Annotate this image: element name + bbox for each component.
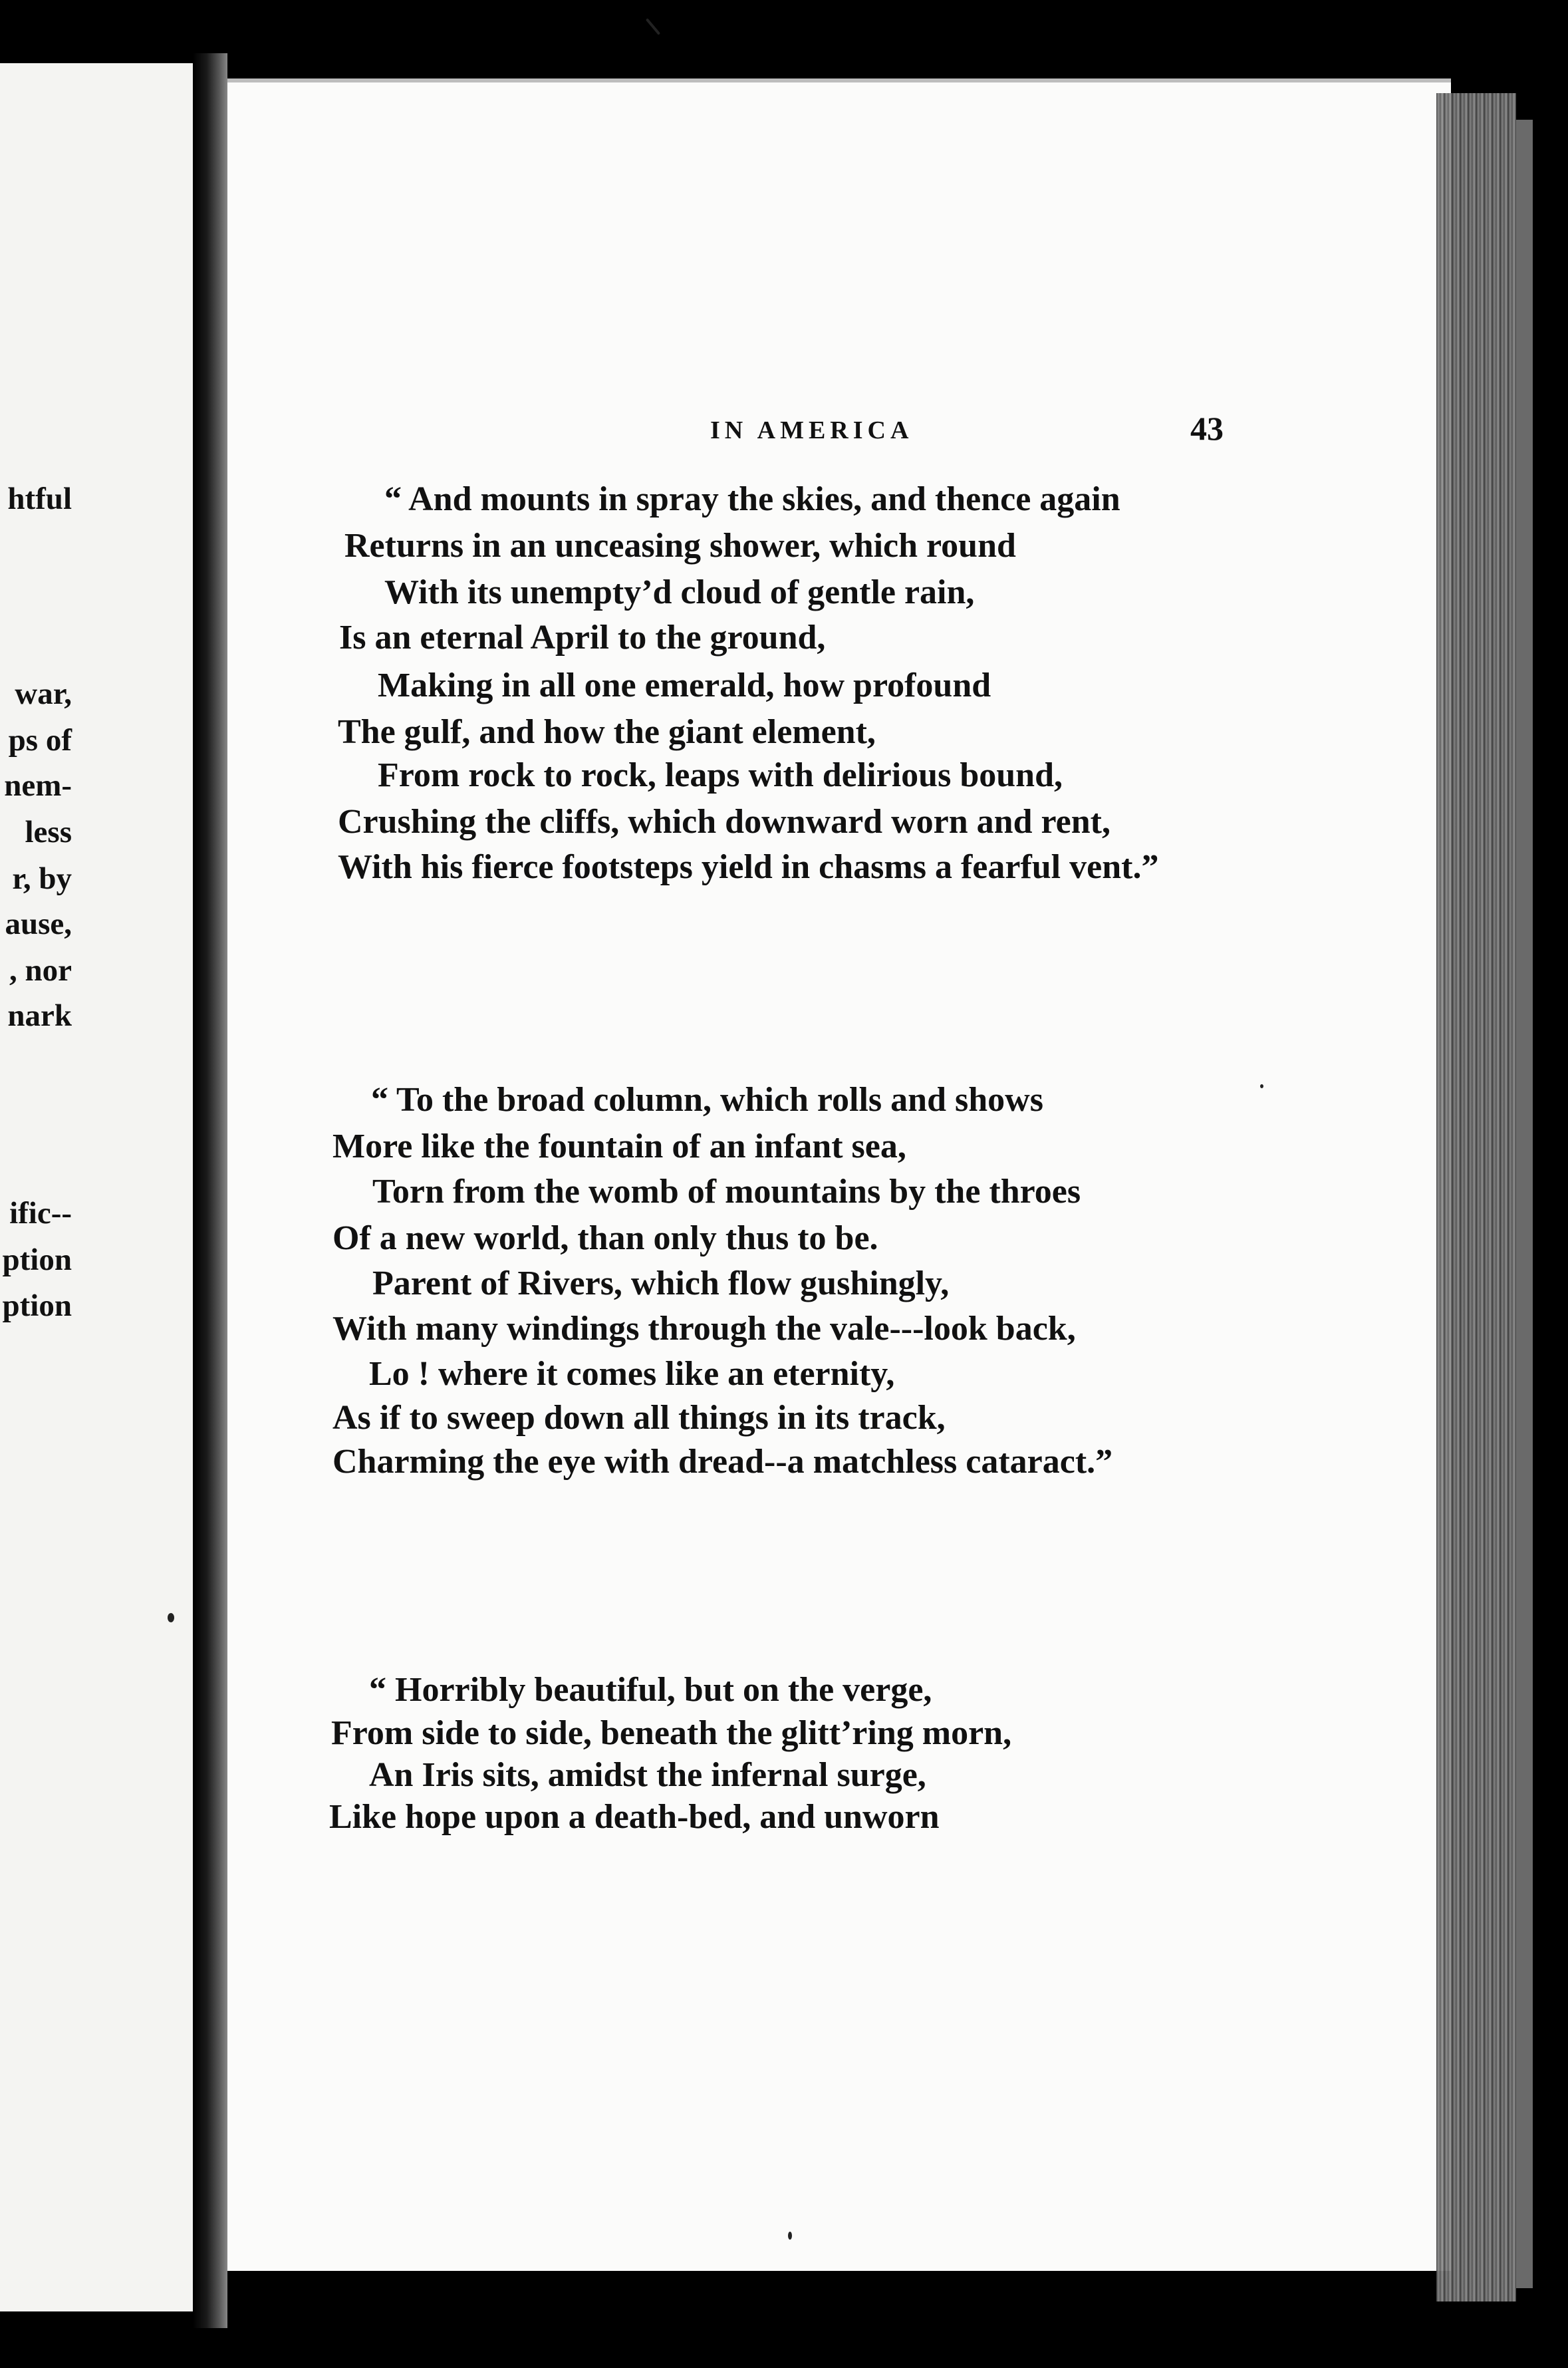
verse-line: Making in all one emerald, how profound <box>378 666 991 704</box>
previous-page <box>0 63 193 2311</box>
verse-line: Lo ! where it comes like an eternity, <box>369 1355 895 1393</box>
verse-line: Like hope upon a death-bed, and unworn <box>329 1798 940 1836</box>
verse-line: Returns in an unceasing shower, which round <box>344 527 1016 565</box>
left-fragment: htful <box>7 482 72 516</box>
left-fragment: ption <box>2 1243 72 1277</box>
verse-line: More like the fountain of an infant sea, <box>332 1127 906 1165</box>
left-fragment: ific-- <box>9 1196 72 1231</box>
left-fragment: nark <box>7 998 72 1033</box>
book-gutter <box>193 53 227 2328</box>
scan-speck <box>168 1613 174 1622</box>
verse-line: From side to side, beneath the glitt’ring morn, <box>331 1714 1012 1752</box>
verse-line: Parent of Rivers, which flow gushingly, <box>372 1264 950 1302</box>
verse-line: With many windings through the vale---look back, <box>332 1310 1076 1348</box>
verse-line: Charming the eye with dread--a matchless cataract.” <box>332 1443 1113 1481</box>
verse-line: “ To the broad column, which rolls and shows <box>371 1081 1043 1119</box>
left-fragment: nem- <box>4 768 72 803</box>
verse-line: An Iris sits, amidst the infernal surge, <box>369 1756 926 1794</box>
page-edges-outer <box>1516 120 1533 2288</box>
running-head: IN AMERICA <box>710 416 914 444</box>
left-fragment: ption <box>2 1288 72 1323</box>
left-fragment: less <box>25 815 72 849</box>
verse-line: Is an eternal April to the ground, <box>339 619 826 657</box>
scan-speck <box>788 2232 792 2240</box>
verse-line: “ Horribly beautiful, but on the verge, <box>369 1671 932 1709</box>
verse-line: From rock to rock, leaps with delirious bound, <box>378 756 1063 794</box>
left-fragment: war, <box>15 676 72 711</box>
verse-line: “ And mounts in spray the skies, and thence again <box>384 480 1120 518</box>
verse-line: As if to sweep down all things in its track, <box>332 1399 946 1437</box>
page-number: 43 <box>1190 410 1224 447</box>
scan-speck <box>646 18 660 35</box>
page-edges <box>1436 93 1516 2301</box>
verse-line: With its unempty’d cloud of gentle rain, <box>384 573 975 611</box>
verse-line: The gulf, and how the giant element, <box>338 713 876 751</box>
scan-speck <box>1260 1084 1263 1088</box>
verse-line: Torn from the womb of mountains by the throes <box>372 1173 1081 1211</box>
verse-line: With his fierce footsteps yield in chasms a fearful vent.” <box>338 848 1159 886</box>
verse-line: Crushing the cliffs, which downward worn and rent, <box>338 803 1111 841</box>
left-fragment: ause, <box>5 907 72 941</box>
verse-line: Of a new world, than only thus to be. <box>332 1219 878 1257</box>
left-fragment: ps of <box>8 723 72 758</box>
left-fragment: r, by <box>12 861 72 896</box>
left-fragment: , nor <box>9 953 72 988</box>
